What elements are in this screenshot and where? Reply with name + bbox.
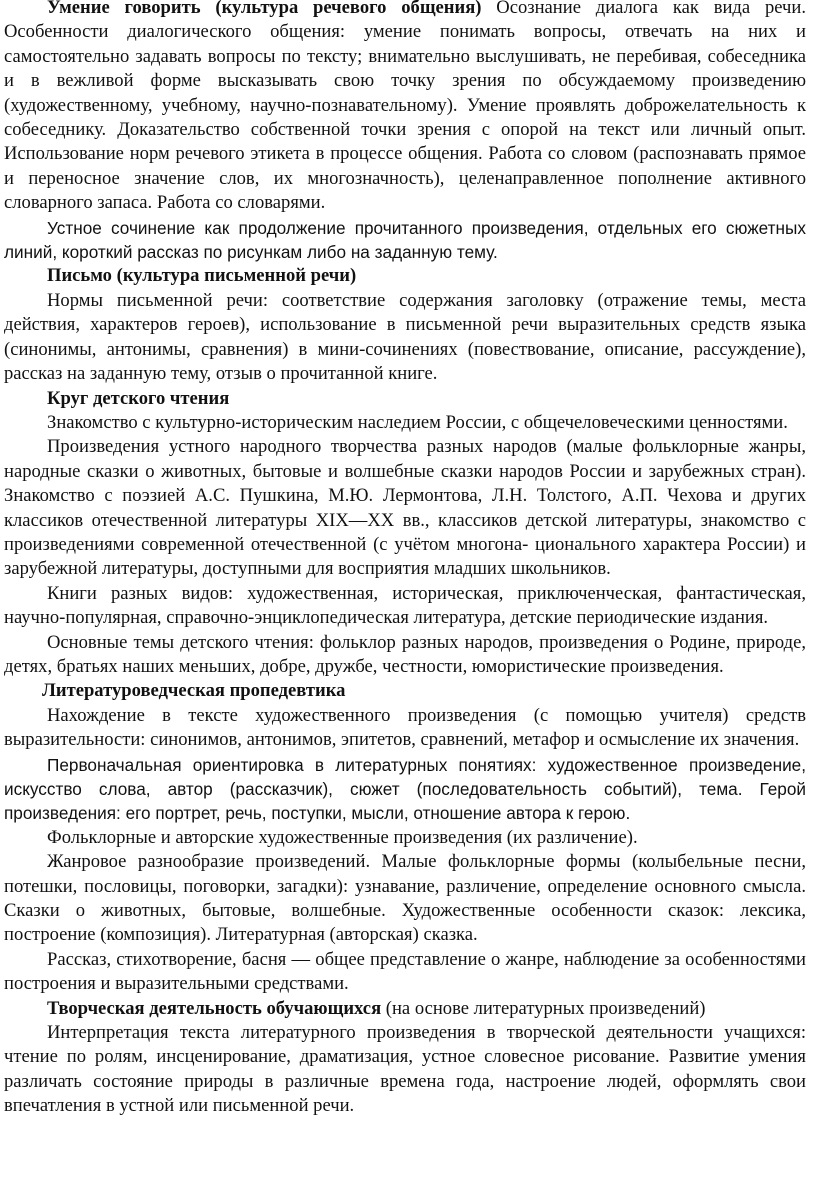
paragraph-genres: Жанровое разнообразие произведений. Малые фольклорные формы (колыбельные песни, потешки, пословицы, поговорки, загадки): узнавание, различение, определение основного смысла. Сказки о животных, бытовые, волшебные. Художественные особенности сказок: лексика, построение (композиция). Литературная (авторская) сказка.: [4, 851, 806, 946]
section-heading-literary-propaedeutics: Литературоведческая пропедевтика: [42, 680, 346, 702]
paragraph-literary-concepts: Первоначальная ориентировка в литературных понятиях: художественное произведение, искусство слова, автор (рассказчик), сюжет (последовательность событий), тема. Герой произведения: его портрет, речь, поступки, мысли, отношение автора к герою.: [4, 754, 806, 824]
section-heading-creative: Творческая деятельность обучающихся: [47, 997, 382, 1019]
section-heading-creative-note: (на основе литературных произведений): [381, 997, 706, 1019]
paragraph-folk-author: Фольклорные и авторские художественные произведения (их различение).: [47, 826, 638, 848]
paragraph-book-types: Книги разных видов: художественная, историческая, приключенческая, фантастическая, научно-популярная, справочно-энциклопедическая литература, детские периодические издания.: [4, 582, 806, 629]
paragraph-speaking-text: Осознание диалога как вида речи. Особенности диалогического общения: умение понимать вопросы, отвечать на них и самостоятельно задавать вопросы по тексту; внимательно выслушивать, не перебивая, собеседника и в вежливой форме высказывать свою точку зрения по обсуждаемому произведению (художественному, учебному, научно-познавательному). Умение проявлять доброжелательность к собеседнику. Доказательство собственной точки зрения с опорой на текст или личный опыт. Использование норм речевого этикета в процессе общения. Работа со словом (распознавать прямое и переносное значение слов, их многозначность), целенаправленное пополнение активного словарного запаса. Работа со словарями.: [4, 0, 806, 214]
paragraph-writing-norms: Нормы письменной речи: соответствие содержания заголовку (отражение темы, места действия, характеров героев), использование в письменной речи выразительных средств языка (синонимы, антонимы, сравнения) в мини-сочинениях (повествование, описание, рассуждение), рассказ на заданную тему, отзыв о прочитанной книге.: [4, 289, 806, 385]
paragraph-heritage: Знакомство с культурно-историческим наследием России, с общечеловеческими ценностями.: [47, 411, 788, 433]
paragraph-folk-works: Произведения устного народного творчества разных народов (малые фольклорные жанры, народные сказки о животных, бытовые и волшебные сказки народов России и зарубежных стран). Знакомство с поэзией А.С. Пушкина, М.Ю. Лермонтова, Л.Н. Толстого, А.П. Чехова и других классиков отечественной литературы XIX—XX вв., классиков детской литературы, знакомство с произведениями современной отечественной (с учётом многона- ционального характера России) и зарубежной литературы, доступными для восприятия младших школьников.: [4, 436, 806, 580]
paragraph-interpretation: Интерпретация текста литературного произведения в творческой деятельности учащихся: чтение по ролям, инсценирование, драматизация, устное словесное рисование. Развитие умения различать состояние природы в различные времена года, настроение людей, оформлять свои впечатления в устной или письменной речи.: [4, 1022, 806, 1117]
paragraph-reading-themes: Основные темы детского чтения: фольклор разных народов, произведения о Родине, природе, детях, братьях наших меньших, добре, дружбе, честности, юмористические произведения.: [4, 631, 806, 677]
paragraph-speaking: [4, 0, 806, 216]
paragraph-expressive-means: Нахождение в тексте художественного произведения (с помощью учителя) средств выразительности: синонимов, антонимов, эпитетов, сравнений, метафор и осмысление их значения.: [4, 704, 806, 751]
paragraph-oral-composition: Устное сочинение как продолжение прочитанного произведения, отдельных его сюжетных линий, короткий рассказ по рисункам либо на заданную тему.: [4, 217, 806, 263]
section-heading-writing: Письмо (культура письменной речи): [47, 265, 357, 287]
section-heading-speaking: Умение говорить (культура речевого общения): [47, 0, 482, 18]
section-heading-reading-circle: Круг детского чтения: [47, 387, 230, 409]
paragraph-story-poem-fable: Рассказ, стихотворение, басня — общее представление о жанре, наблюдение за особенностями построения и выразительными средствами.: [4, 948, 806, 995]
paragraph-creative: [4, 997, 806, 1021]
